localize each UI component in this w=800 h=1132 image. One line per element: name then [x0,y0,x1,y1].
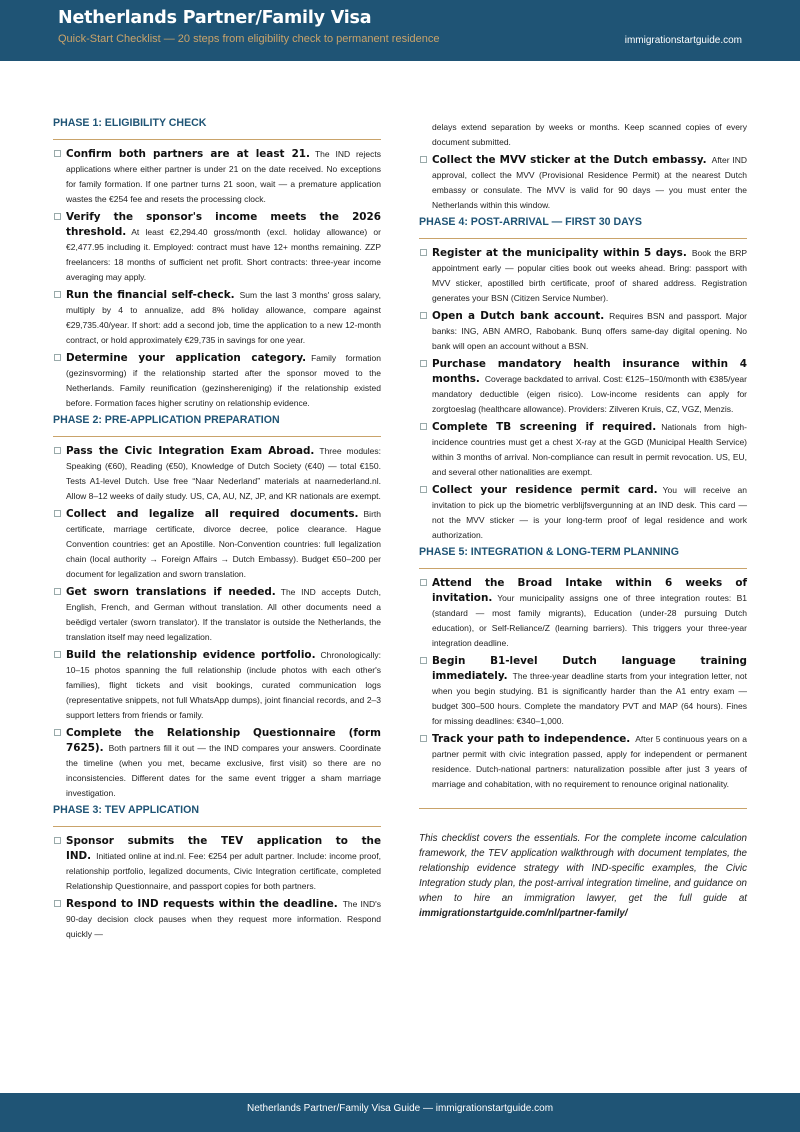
phase-3-list-continued [419,153,747,213]
item-heading: Complete TB screening if required. [432,421,657,433]
item-heading: Complete the Relationship Questionnaire (form 7625). [66,727,381,754]
checkbox-icon[interactable] [54,588,61,595]
checkbox-icon[interactable] [54,213,61,220]
checklist-item [53,834,381,894]
checklist-item [53,585,381,645]
checklist-item [53,351,381,411]
checklist-item [419,246,747,306]
item-body: Family formation (gezinsvorming) if the relationship started after the sponsor moved to the Netherlands. Family reunification (gezinshereniging) if the relationship existed before. Formation faces higher scrutiny on relationship evidence. [66,353,381,408]
phase-3-heading: PHASE 3: TEV APPLICATION [53,804,381,827]
checklist-item [419,357,747,417]
checklist-item [53,726,381,801]
checkbox-icon[interactable] [420,423,427,430]
checkbox-icon[interactable] [420,486,427,493]
phase-2-list [53,444,381,801]
item-body: The IND's 90-day decision clock pauses when they request more information. Respond quickly — [66,899,381,939]
closing-text: This checklist covers the essentials. For the complete income calculation framework, the TEV application walkthrough with document templates, the relationship evidence strategy with IND-specific examples, the Civic Integration study plan, the post-arrival integration timeline, and guidance on when to hire an immigration lawyer, get the full guide at [419,833,747,904]
item-heading: Collect your residence permit card. [432,484,658,496]
item-body: Initiated online at ind.nl. Fee: €254 per adult partner. Include: income proof, relationship portfolio, legalized documents, Civic Integration certificate, completed Relationship Questionnaire, and passport copies for both partners. [66,851,381,891]
item-body: You will receive an invitation to pick up the biometric verblijfsvergunning at an IND desk. This card — not the MVV sticker — is your long-term proof of legal residence and work authorization. [432,485,747,540]
item-body: Sum the last 3 months' gross salary, multiply by 4 to annualize, add 8% holiday allowance, compare against €29,735.40/year. If short: add a second job, time the application to a new 12-month contract, or hold approximately €29,735 in savings for one year. [66,290,381,345]
checklist-item [53,648,381,723]
item-heading: Open a Dutch bank account. [432,310,605,322]
checklist-item [53,210,381,285]
checkbox-icon[interactable] [54,900,61,907]
phase-1-list [53,147,381,411]
checkbox-icon[interactable] [420,657,427,664]
checklist-item [53,147,381,207]
page-subtitle: Quick-Start Checklist — 20 steps from eligibility check to permanent residence [58,33,440,45]
item-body: Nationals from high-incidence countries must get a chest X-ray at the GGD (Municipal Health Service) within 3 months of arrival. Non-compliance can result in permit revocation. US, EU, and several other nationalities are exempt. [432,422,747,477]
item-heading: Track your path to independence. [432,733,631,745]
item-heading: Collect and legalize all required documents. [66,508,359,520]
item-heading: Register at the municipality within 5 days. [432,247,687,259]
header-site-link[interactable]: immigrationstartguide.com [624,35,742,46]
item-heading: Pass the Civic Integration Exam Abroad. [66,445,315,457]
item-heading: Attend the Broad Intake within 6 weeks of invitation. [432,577,747,604]
phase-2-heading: PHASE 2: PRE-APPLICATION PREPARATION [53,414,381,437]
phase-4-heading: PHASE 4: POST-ARRIVAL — FIRST 30 DAYS [419,216,747,239]
item-body: Coverage backdated to arrival. Cost: €125–150/month with €385/year mandatory deductible (eigen risico). Low-income residents can apply for zorgtoeslag (healthcare allowance). Providers: Zilveren Kruis, CZ, VGZ, Menzis. [432,374,747,414]
footer-bar [0,1093,800,1132]
checklist-item [53,507,381,582]
checkbox-icon[interactable] [420,735,427,742]
item-heading: Respond to IND requests within the deadline. [66,898,338,910]
checkbox-icon[interactable] [420,156,427,163]
checkbox-icon[interactable] [54,651,61,658]
item-heading: Verify the sponsor's income meets the 2026 threshold. [66,211,381,238]
item-heading: Build the relationship evidence portfolio. [66,649,316,661]
item-heading: Begin B1-level Dutch language training immediately. [432,655,747,682]
footer-text: Netherlands Partner/Family Visa Guide — immigrationstartguide.com [246,1103,554,1114]
item-body: The IND accepts Dutch, English, French, and German without translation. All other documents need a beëdigd vertaler (sworn translator). If the translator is outside the Netherlands, the translation itself may need legalization. [66,587,381,642]
checklist-item [419,420,747,480]
checkbox-icon[interactable] [54,837,61,844]
item-body: Your municipality assigns one of three integration routes: B1 (standard — most family migrants), Education (under-28 pursuing Dutch education), or Self-Reliance/Z (learning barriers). This triggers your three-year integration deadline. [432,593,747,648]
item-heading: Run the financial self-check. [66,289,235,301]
item-body: After 5 continuous years on a partner permit with civic integration passed, apply for independent or permanent residence. Dutch-national partners: naturalization possible after just 3 years of marriage and cohabitation, with no requirement to renounce original nationality. [432,734,747,789]
checkbox-icon[interactable] [54,447,61,454]
checkbox-icon[interactable] [420,312,427,319]
checkbox-icon[interactable] [420,360,427,367]
phase-3-list [53,834,381,942]
item-heading: Sponsor submits the TEV application to the IND. [66,835,381,862]
checklist-item [53,897,381,942]
checklist-item [419,483,747,543]
item-heading: Collect the MVV sticker at the Dutch embassy. [432,154,707,166]
checklist-item [53,444,381,504]
item-heading: Confirm both partners are at least 21. [66,148,310,160]
section-divider [419,808,747,809]
left-column [53,117,381,945]
item-body: The three-year deadline starts from your integration letter, not when you begin studying. B1 is significantly harder than the A1 entry exam — budget 300–500 hours. Complete the mandatory PVT and MAP (64 hours). Fines for missing deadlines: €340–1,000. [432,671,747,726]
right-column [419,120,747,921]
phase-5-list [419,576,747,792]
checkbox-icon[interactable] [54,729,61,736]
closing-paragraph [419,831,747,921]
item-body: Chronologically: 10–15 photos spanning the full relationship (include photos with each other's families), flight tickets and visit bookings, curated communication logs (representative snippets, not full WhatsApp dumps), joint financial records, and 2–3 support letters from friends or family. [66,650,381,720]
item-body: Book the BRP appointment early — popular cities book out weeks ahead. Bring: passport with MVV sticker, apostilled birth certificate, proof of shared address. Registration generates your BSN (Citizen Service Number). [432,248,747,303]
checkbox-icon[interactable] [54,291,61,298]
item-heading: Determine your application category. [66,352,307,364]
item-body: At least €2,294.40 gross/month (excl. holiday allowance) or €2,477.95 including it. Employed: contract must have 12+ months remaining. ZZP freelancers: 18 months of sufficient net profit. Short contracts: three-year income averaging may apply. [66,227,381,282]
page-title: Netherlands Partner/Family Visa [58,8,372,28]
checkbox-icon[interactable] [54,510,61,517]
item-body: After IND approval, collect the MVV (Provisional Residence Permit) at the nearest Dutch embassy or consulate. The MVV is valid for 90 days — you must enter the Netherlands within this window. [432,155,747,210]
phase-5-heading: PHASE 5: INTEGRATION & LONG-TERM PLANNING [419,546,747,569]
checklist-item [419,732,747,792]
item-body: The IND rejects applications where either partner is under 21 on the date received. No exceptions for family formation. If one partner turns 21 soon, wait — a premature application wastes the €254 fee and resets the processing clock. [66,149,381,204]
checklist-item [419,153,747,213]
item-body: Requires BSN and passport. Major banks: ING, ABN AMRO, Rabobank. Bunq offers same-day digital opening. No bank will open an account without a BSN. [432,311,747,351]
phase-4-list [419,246,747,543]
checklist-item [419,654,747,729]
checkbox-icon[interactable] [420,249,427,256]
item-heading: Purchase mandatory health insurance within 4 months. [432,358,747,385]
checklist-item [419,309,747,354]
guide-url-link[interactable]: immigrationstartguide.com/nl/partner-family/ [419,908,628,919]
item-body: Both partners fill it out — the IND compares your answers. Coordinate the timeline (when you met, became exclusive, first visit) so there are no inconsistencies. Different dates for the same event trigger a sham marriage investigation. [66,743,381,798]
checkbox-icon[interactable] [420,579,427,586]
checklist-item [419,576,747,651]
checkbox-icon[interactable] [54,150,61,157]
header-bar [0,0,800,61]
phase-3-continuation: delays extend separation by weeks or months. Keep scanned copies of every document submitted. [432,122,747,147]
item-body: Three modules: Speaking (€60), Reading (€50), Knowledge of Dutch Society (€40) — total €150. Tests A1-level Dutch. Use free “Naar Nederland” materials at naarnederland.nl. Allow 8–12 weeks of daily study. US, CA, AU, NZ, JP, and KR nationals are exempt. [66,446,382,501]
item-heading: Get sworn translations if needed. [66,586,276,598]
item-body: Birth certificate, marriage certificate, divorce decree, police clearance. Hague Convention countries: get an Apostille. Non-Convention countries: full legalization chain (local authority → Foreign Affairs → Dutch Embassy). Budget €50–200 per document for legalization and sworn translation. [66,509,381,579]
checklist-item [53,288,381,348]
phase-1-heading: PHASE 1: ELIGIBILITY CHECK [53,117,381,140]
checkbox-icon[interactable] [54,354,61,361]
